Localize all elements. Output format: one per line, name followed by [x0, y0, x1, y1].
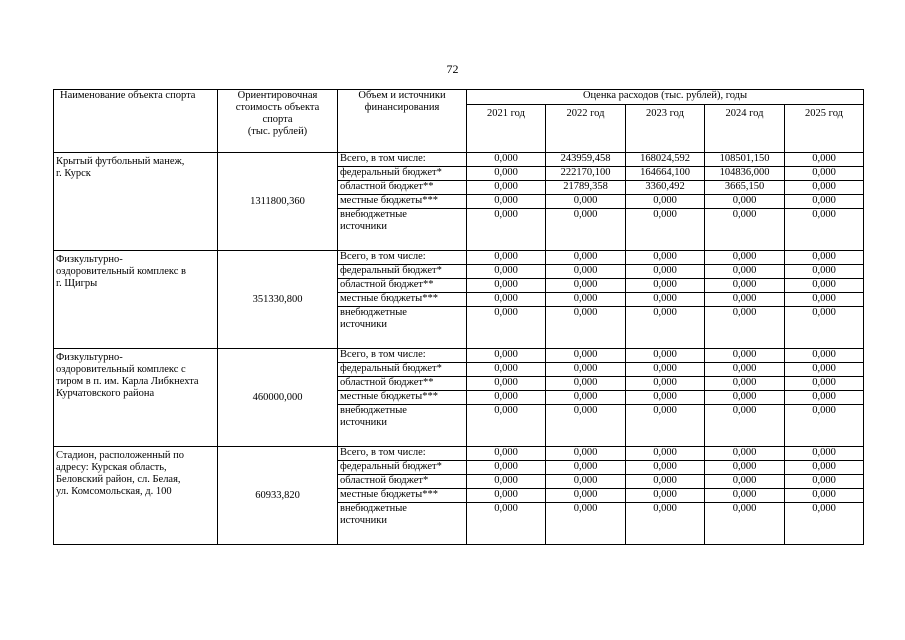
expense-value: 0,000	[546, 405, 626, 447]
expense-value: 108501,150	[705, 153, 785, 167]
expense-value: 0,000	[785, 153, 864, 167]
expense-value: 0,000	[785, 265, 864, 279]
expense-value: 0,000	[785, 279, 864, 293]
expense-value: 0,000	[785, 209, 864, 251]
header-object-name: Наименование объекта спорта	[54, 90, 218, 153]
expense-value: 0,000	[785, 447, 864, 461]
object-estimated-cost: 60933,820	[218, 447, 338, 545]
expense-value: 0,000	[785, 181, 864, 195]
expense-value: 0,000	[546, 447, 626, 461]
expense-value: 0,000	[785, 461, 864, 475]
expense-value: 0,000	[626, 503, 705, 545]
financing-source: местные бюджеты***	[338, 195, 467, 209]
table-row	[54, 349, 864, 363]
expense-value: 0,000	[467, 195, 546, 209]
table-row	[54, 251, 864, 265]
financing-source: внебюджетные источники	[338, 209, 467, 251]
expense-value: 0,000	[467, 293, 546, 307]
financing-source: областной бюджет*	[338, 475, 467, 489]
financing-source: федеральный бюджет*	[338, 167, 467, 181]
expense-value: 0,000	[626, 251, 705, 265]
expense-value: 0,000	[467, 209, 546, 251]
financing-source: местные бюджеты***	[338, 293, 467, 307]
financing-source: внебюджетные источники	[338, 503, 467, 545]
expense-value: 0,000	[546, 279, 626, 293]
expense-value: 222170,100	[546, 167, 626, 181]
expense-value: 0,000	[705, 195, 785, 209]
expense-value: 0,000	[467, 251, 546, 265]
expense-value: 0,000	[546, 195, 626, 209]
expense-value: 0,000	[705, 279, 785, 293]
expense-value: 0,000	[546, 475, 626, 489]
expense-value: 0,000	[705, 363, 785, 377]
header-year-2024: 2024 год	[705, 105, 785, 153]
table-body	[54, 153, 864, 545]
expense-value: 0,000	[705, 349, 785, 363]
expense-value: 0,000	[785, 251, 864, 265]
expense-value: 0,000	[785, 377, 864, 391]
expense-value: 0,000	[467, 377, 546, 391]
expense-value: 0,000	[705, 293, 785, 307]
expense-value: 0,000	[467, 391, 546, 405]
expense-value: 0,000	[467, 503, 546, 545]
object-estimated-cost: 1311800,360	[218, 153, 338, 251]
financing-source: внебюджетные источники	[338, 405, 467, 447]
financing-source: областной бюджет**	[338, 279, 467, 293]
expense-value: 0,000	[467, 153, 546, 167]
expense-value: 0,000	[467, 405, 546, 447]
table-row	[54, 447, 864, 461]
expense-value: 0,000	[626, 391, 705, 405]
expense-value: 0,000	[626, 209, 705, 251]
financing-source: областной бюджет**	[338, 377, 467, 391]
expense-value: 0,000	[467, 461, 546, 475]
expense-value: 0,000	[467, 265, 546, 279]
expense-value: 0,000	[467, 489, 546, 503]
expense-value: 0,000	[785, 363, 864, 377]
expense-value: 0,000	[785, 307, 864, 349]
expense-value: 0,000	[785, 391, 864, 405]
expense-value: 0,000	[785, 489, 864, 503]
expense-value: 0,000	[626, 279, 705, 293]
expense-value: 0,000	[546, 307, 626, 349]
object-estimated-cost: 460000,000	[218, 349, 338, 447]
expense-value: 3665,150	[705, 181, 785, 195]
expense-value: 243959,458	[546, 153, 626, 167]
header-year-2022: 2022 год	[546, 105, 626, 153]
expense-value: 3360,492	[626, 181, 705, 195]
financing-source: федеральный бюджет*	[338, 461, 467, 475]
expense-value: 0,000	[467, 307, 546, 349]
expense-value: 0,000	[705, 503, 785, 545]
financing-source: федеральный бюджет*	[338, 363, 467, 377]
object-name: Физкультурно- оздоровительный комплекс с тиром в п. им. Карла Либкнехта Курчатовского района	[54, 349, 218, 447]
financing-source: Всего, в том числе:	[338, 251, 467, 265]
header-year-2021: 2021 год	[467, 105, 546, 153]
financing-source: местные бюджеты***	[338, 489, 467, 503]
expense-value: 0,000	[467, 279, 546, 293]
expense-value: 0,000	[705, 209, 785, 251]
financing-source: федеральный бюджет*	[338, 265, 467, 279]
table-row	[54, 153, 864, 167]
expense-value: 168024,592	[626, 153, 705, 167]
page-number: 72	[446, 62, 459, 76]
expense-value: 0,000	[705, 377, 785, 391]
expense-value: 0,000	[467, 475, 546, 489]
expense-value: 0,000	[785, 167, 864, 181]
expense-value: 0,000	[546, 349, 626, 363]
expense-value: 0,000	[785, 349, 864, 363]
expense-value: 0,000	[546, 293, 626, 307]
expense-value: 0,000	[705, 251, 785, 265]
sports-expenditure-table	[53, 89, 864, 545]
expense-value: 0,000	[467, 349, 546, 363]
expense-value: 0,000	[546, 489, 626, 503]
expense-value: 0,000	[626, 293, 705, 307]
expense-value: 0,000	[626, 195, 705, 209]
expense-value: 0,000	[467, 363, 546, 377]
object-name: Стадион, расположенный по адресу: Курская область, Беловский район, сл. Белая, ул. Комсомольская, д. 100	[54, 447, 218, 545]
expense-value: 0,000	[546, 377, 626, 391]
expense-value: 0,000	[546, 209, 626, 251]
expense-value: 0,000	[626, 447, 705, 461]
header-financing-sources: Объем и источники финансирования	[338, 90, 467, 153]
financing-source: местные бюджеты***	[338, 391, 467, 405]
header-estimated-cost: Ориентировочная стоимость объекта спорта (тыс. рублей)	[218, 90, 338, 153]
expense-value: 0,000	[705, 489, 785, 503]
object-name: Физкультурно- оздоровительный комплекс в г. Щигры	[54, 251, 218, 349]
expense-value: 0,000	[626, 307, 705, 349]
expense-value: 0,000	[705, 265, 785, 279]
expense-value: 0,000	[705, 307, 785, 349]
header-year-2023: 2023 год	[626, 105, 705, 153]
financing-source: Всего, в том числе:	[338, 447, 467, 461]
expense-value: 104836,000	[705, 167, 785, 181]
expense-value: 0,000	[546, 265, 626, 279]
expense-value: 0,000	[626, 363, 705, 377]
financing-source: Всего, в том числе:	[338, 153, 467, 167]
expense-value: 0,000	[626, 349, 705, 363]
expense-value: 0,000	[705, 475, 785, 489]
expense-value: 0,000	[705, 447, 785, 461]
expense-value: 0,000	[705, 405, 785, 447]
expense-value: 0,000	[626, 377, 705, 391]
expense-value: 0,000	[705, 391, 785, 405]
expense-value: 0,000	[626, 265, 705, 279]
expense-value: 0,000	[785, 475, 864, 489]
expense-value: 0,000	[626, 405, 705, 447]
expense-value: 0,000	[626, 489, 705, 503]
expense-value: 0,000	[546, 363, 626, 377]
expense-value: 0,000	[467, 181, 546, 195]
expense-value: 0,000	[626, 475, 705, 489]
header-expense-estimate: Оценка расходов (тыс. рублей), годы	[467, 90, 864, 105]
expense-value: 164664,100	[626, 167, 705, 181]
expense-value: 0,000	[467, 447, 546, 461]
financing-source: Всего, в том числе:	[338, 349, 467, 363]
financing-source: областной бюджет**	[338, 181, 467, 195]
expense-value: 0,000	[626, 461, 705, 475]
expense-value: 0,000	[546, 461, 626, 475]
expense-value: 0,000	[785, 195, 864, 209]
object-estimated-cost: 351330,800	[218, 251, 338, 349]
expense-value: 0,000	[785, 503, 864, 545]
expense-value: 0,000	[785, 293, 864, 307]
header-year-2025: 2025 год	[785, 105, 864, 153]
expense-value: 0,000	[785, 405, 864, 447]
financing-source: внебюджетные источники	[338, 307, 467, 349]
expense-value: 0,000	[546, 503, 626, 545]
expense-value: 21789,358	[546, 181, 626, 195]
expense-value: 0,000	[546, 251, 626, 265]
object-name: Крытый футбольный манеж, г. Курск	[54, 153, 218, 251]
expense-value: 0,000	[546, 391, 626, 405]
expense-value: 0,000	[467, 167, 546, 181]
expense-value: 0,000	[705, 461, 785, 475]
